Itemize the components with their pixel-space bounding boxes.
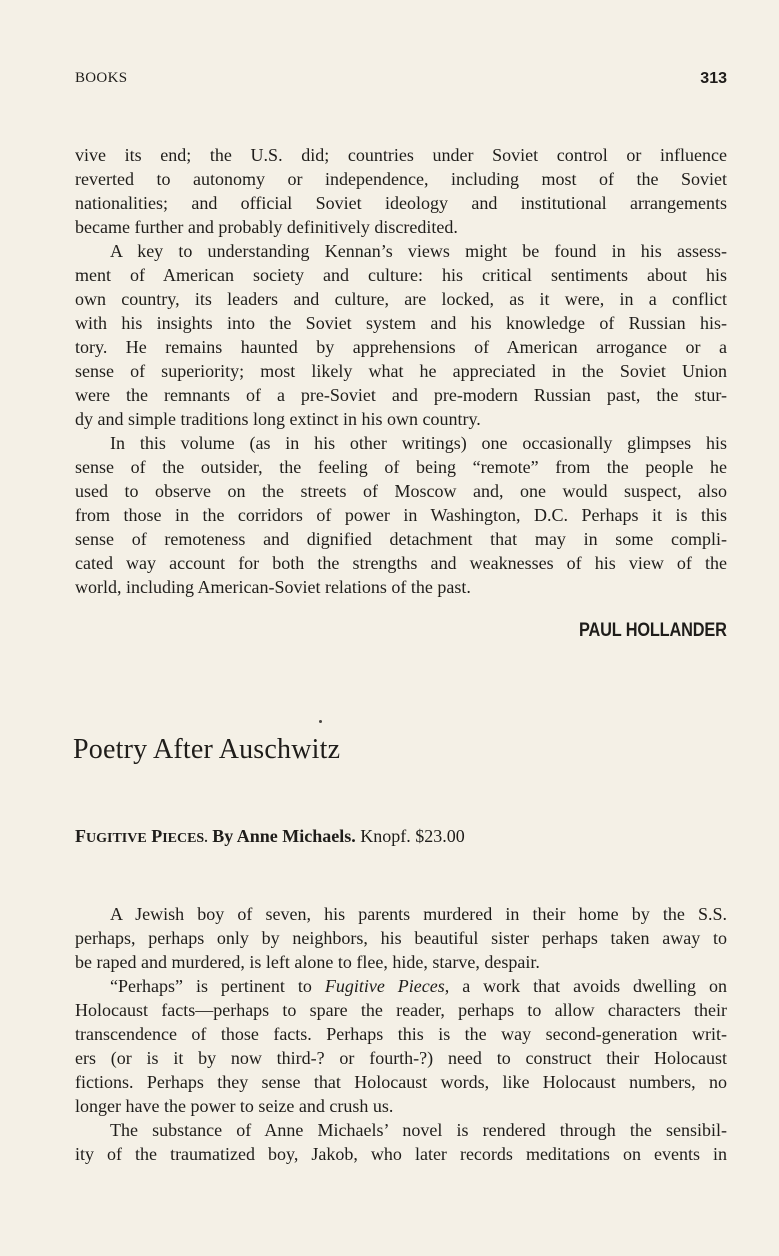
book-title-smallcaps: IECES.	[162, 831, 208, 846]
body-line: became further and probably definitively discredited.	[75, 217, 458, 237]
body-line: fictions. Perhaps they sense that Holocaust words, like Holocaust numbers, no	[75, 1072, 727, 1092]
body-line: nationalities; and official Soviet ideology and institutional arrangements	[75, 193, 727, 213]
body-line: perhaps, perhaps only by neighbors, his beautiful sister perhaps taken away to	[75, 928, 727, 948]
body-line: with his insights into the Soviet system and his knowledge of Russian his-	[75, 313, 727, 333]
body-line: sense of remoteness and dignified detachment that may in some compli-	[75, 529, 727, 549]
book-citation	[75, 826, 465, 847]
body-line: from those in the corridors of power in Washington, D.C. Perhaps it is this	[75, 505, 727, 525]
body-line: world, including American-Soviet relations of the past.	[75, 577, 471, 597]
body-line: transcendence of those facts. Perhaps this is the way second-generation writ-	[75, 1024, 727, 1044]
body-line: sense of the outsider, the feeling of being “remote” from the people he	[75, 457, 727, 477]
body-line: Holocaust facts—perhaps to spare the reader, perhaps to allow characters their	[75, 1000, 727, 1020]
body-line: In this volume (as in his other writings) one occasionally glimpses his	[110, 433, 727, 453]
body-line: vive its end; the U.S. did; countries under Soviet control or influence	[75, 145, 727, 165]
section-label: BOOKS	[75, 70, 128, 86]
body-line: own country, its leaders and culture, are locked, as it were, in a conflict	[75, 289, 727, 309]
text-run: , a work that avoids dwelling on	[444, 976, 728, 996]
body-line-mixed	[110, 974, 727, 998]
book-publisher-price: Knopf. $23.00	[360, 826, 465, 846]
body-line: used to observe on the streets of Moscow and, one would suspect, also	[75, 481, 727, 501]
body-line: dy and simple traditions long extinct in his own country.	[75, 409, 481, 429]
body-line: A Jewish boy of seven, his parents murdered in their home by the S.S.	[110, 904, 727, 924]
body-line: A key to understanding Kennan’s views might be found in his assess-	[110, 241, 727, 261]
body-line: ers (or is it by now third-? or fourth-?) need to construct their Holocaust	[75, 1048, 727, 1068]
book-title-initial: F	[75, 826, 86, 846]
body-line: longer have the power to seize and crush us.	[75, 1096, 394, 1116]
perhaps-quote: “Perhaps”	[110, 976, 183, 996]
book-title-initial: P	[151, 826, 163, 846]
book-author: By Anne Michaels.	[212, 826, 356, 846]
body-line: sense of superiority; most likely what he appreciated in the Soviet Union	[75, 361, 727, 381]
body-line: reverted to autonomy or independence, including most of the Soviet	[75, 169, 727, 189]
body-line: The substance of Anne Michaels’ novel is rendered through the sensibil-	[110, 1120, 727, 1140]
body-line: ity of the traumatized boy, Jakob, who later records meditations on events in	[75, 1144, 727, 1164]
ornament-dot	[319, 720, 322, 723]
reviewer-signature: PAUL HOLLANDER	[579, 620, 727, 641]
book-title-smallcaps: UGITIVE	[86, 831, 147, 846]
text-run: is pertinent to	[195, 976, 312, 996]
body-line: ment of American society and culture: his critical sentiments about his	[75, 265, 727, 285]
review-title: Poetry After Auschwitz	[73, 734, 341, 765]
body-line: be raped and murdered, is left alone to flee, hide, starve, despair.	[75, 952, 540, 972]
page-number: 313	[700, 70, 727, 87]
body-line: cated way account for both the strengths and weaknesses of his view of the	[75, 553, 727, 573]
body-line: were the remnants of a pre-Soviet and pre-modern Russian past, the stur-	[75, 385, 727, 405]
body-line: tory. He remains haunted by apprehensions of American arrogance or a	[75, 337, 727, 357]
book-title-italic: Fugitive Pieces	[324, 976, 445, 996]
running-head	[75, 70, 727, 92]
